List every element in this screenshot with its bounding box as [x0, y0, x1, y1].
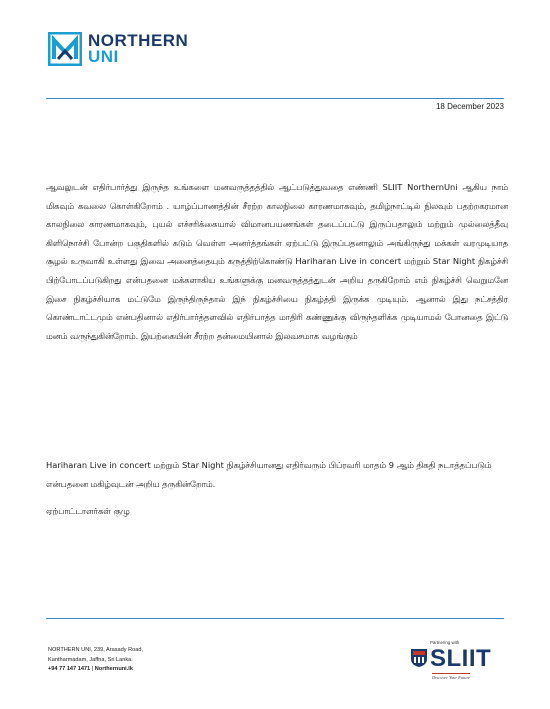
footer-divider: [46, 618, 504, 619]
partner-logo: [410, 640, 502, 680]
footer-address: [48, 646, 143, 675]
brand-line-1: NORTHERN: [88, 31, 189, 50]
brand-wordmark: [88, 33, 188, 65]
letter-paragraph-2: Hariharan Live in concert மற்றும் Star Night நிகழ்ச்சியானது எதிர்வரும் பிப்ரவரி மாதம் 9 ஆம் திகதி நடாத்தப்படும் என்பதனை மகிழ்வுடன் அறிய தருகின்றோம்.: [46, 460, 492, 489]
partner-tagline: Discover Your Future: [432, 675, 470, 680]
footer-phone: +94 77 147 1471: [48, 666, 91, 672]
header-divider: [46, 98, 504, 99]
partner-label: Partnering with: [430, 640, 460, 645]
letter-paragraph-1: ஆவலுடன் எதிர்பார்த்து இருந்த உங்களை மனவருத்தத்தில் ஆட்படுத்துவதை எண்ணி SLIIT NorthernUni ஆகிய நாம் மிகவும் கவலை கொள்கிறோம் . யாழ்ப்பாணத்தின் சீரற்ற காலநிலை காரணமாகவும், தமிழ்நாட்டில் நிலவும் பதற்றகரமான காலநிலை காரணமாகவும், புயல் எச்சரிக்கையால் விமானபயணங்கள் தடைப்பட்டு இருப்பதாலும் மற்றும் முல்லைத்தீவு கிளிநொச்சி போன்ற பகுதிகளில் கடும் வெள்ள அனர்த்தங்கள் ஏற்பட்டு இருப்பதனாலும் அங்கிருந்து மக்கள் வரமுடியாத சூழல் உருவாகி உள்ளது இவை அனைத்தையும் கருத்திற்கொண்டு Hariharan Live in concert மற்றும் Star Night நிகழ்ச்சி பிற்போடப்படுகிறது என்பதனை மக்களாகிய உங்களுக்கு மனவருத்தத்துடன் அறிய தருகிறோம் எம் நிகழ்ச்சி வெறுமனே இசை நிகழ்ச்சியாக மட்டுமே இருந்திருந்தால் இந் நிகழ்ச்சியை நிகழ்த்தி இருக்க முடியும். ஆனால் இது நட்சத்திர கொண்டாட்டமும் என்பதினால் எதிர்பார்த்தளவில் எதிர்பாத்த மாதிரி கண்ணுக்கு விருந்தளிக்க முடியாமல் போனதை இட்டு மனம் வருந்துகின்றோம். இயற்கையின் சீரற்ற தன்மையினால் இலவசமாக வழங்கும்: [46, 182, 508, 341]
footer-separator: |: [91, 666, 94, 672]
partner-name: SLIIT: [430, 645, 492, 672]
brand-line-2: UNI: [88, 47, 119, 66]
address-line-1: NORTHERN UNI, 239, Arasady Road,: [48, 647, 144, 653]
northern-uni-logo-icon: [48, 32, 82, 66]
footer-website-link[interactable]: Northernuni.lk: [94, 666, 133, 672]
footer-contact: [48, 665, 143, 675]
brand-logo: [48, 32, 188, 66]
letter-signoff: ஏற்பாட்டாளர்கள் குழு: [46, 506, 130, 516]
letter-date: 18 December 2023: [435, 102, 504, 111]
address-line-2: Kantharmadam, Jaffna, Sri Lanka.: [48, 656, 133, 663]
sliit-crest-icon: [410, 648, 428, 668]
